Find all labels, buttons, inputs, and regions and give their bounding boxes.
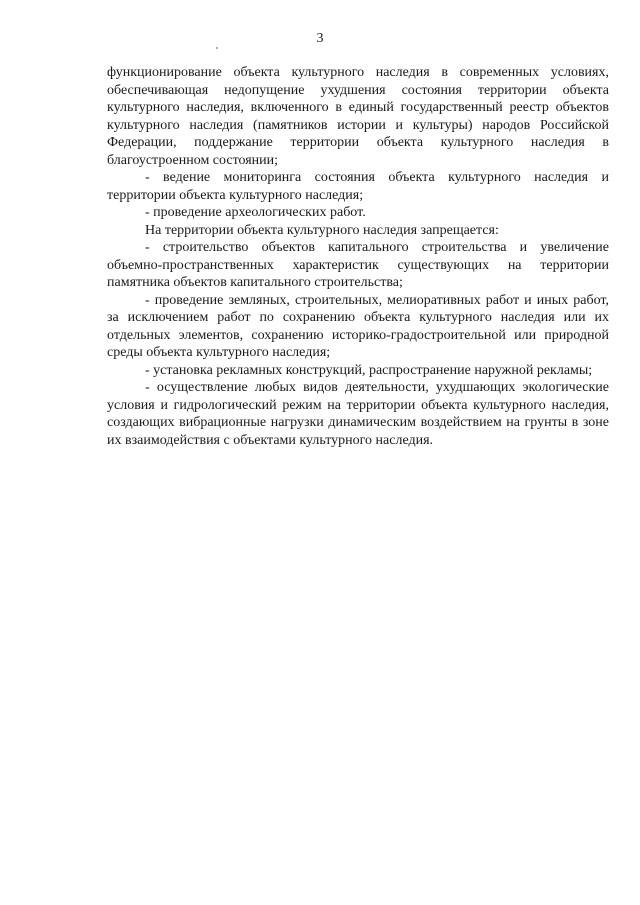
- list-item-earthworks: - проведение земляных, строительных, мелиоративных работ и иных работ, за исключением работ по сохранению объекта культурного наследия или их отдельных элементов, сохранению историко-градостроительной или природной среды объекта культурного наследия;: [107, 292, 609, 360]
- document-body: [107, 64, 609, 449]
- prohibitions-heading: На территории объекта культурного наследия запрещается:: [145, 222, 499, 238]
- page-number: 3: [316, 31, 324, 46]
- scan-speck: [216, 47, 218, 49]
- list-item-monitoring: - ведение мониторинга состояния объекта культурного наследия и территории объекта культурного наследия;: [107, 170, 609, 203]
- paragraph-continuation: функционирование объекта культурного наследия в современных условиях, обеспечивающая недопущение ухудшения состояния территории объекта культурного наследия, включенного в единый государственный реестр объектов культурного наследия (памятников истории и культуры) народов Российской Федерации, поддержание территории объекта культурного наследия в благоустроенном состоянии;: [107, 65, 609, 168]
- list-item-construction: - строительство объектов капитального строительства и увеличение объемно-пространственных характеристик существующих на территории памятника объектов капитального строительства;: [107, 240, 609, 290]
- list-item-activities: - осуществление любых видов деятельности, ухудшающих экологические условия и гидрологический режим на территории объекта культурного наследия, создающих вибрационные нагрузки динамическим воздействием на грунты в зоне их взаимодействия с объектами культурного наследия.: [107, 380, 609, 448]
- list-item-advertising: - установка рекламных конструкций, распространение наружной рекламы;: [145, 362, 593, 378]
- list-item-archaeology: - проведение археологических работ.: [145, 205, 366, 220]
